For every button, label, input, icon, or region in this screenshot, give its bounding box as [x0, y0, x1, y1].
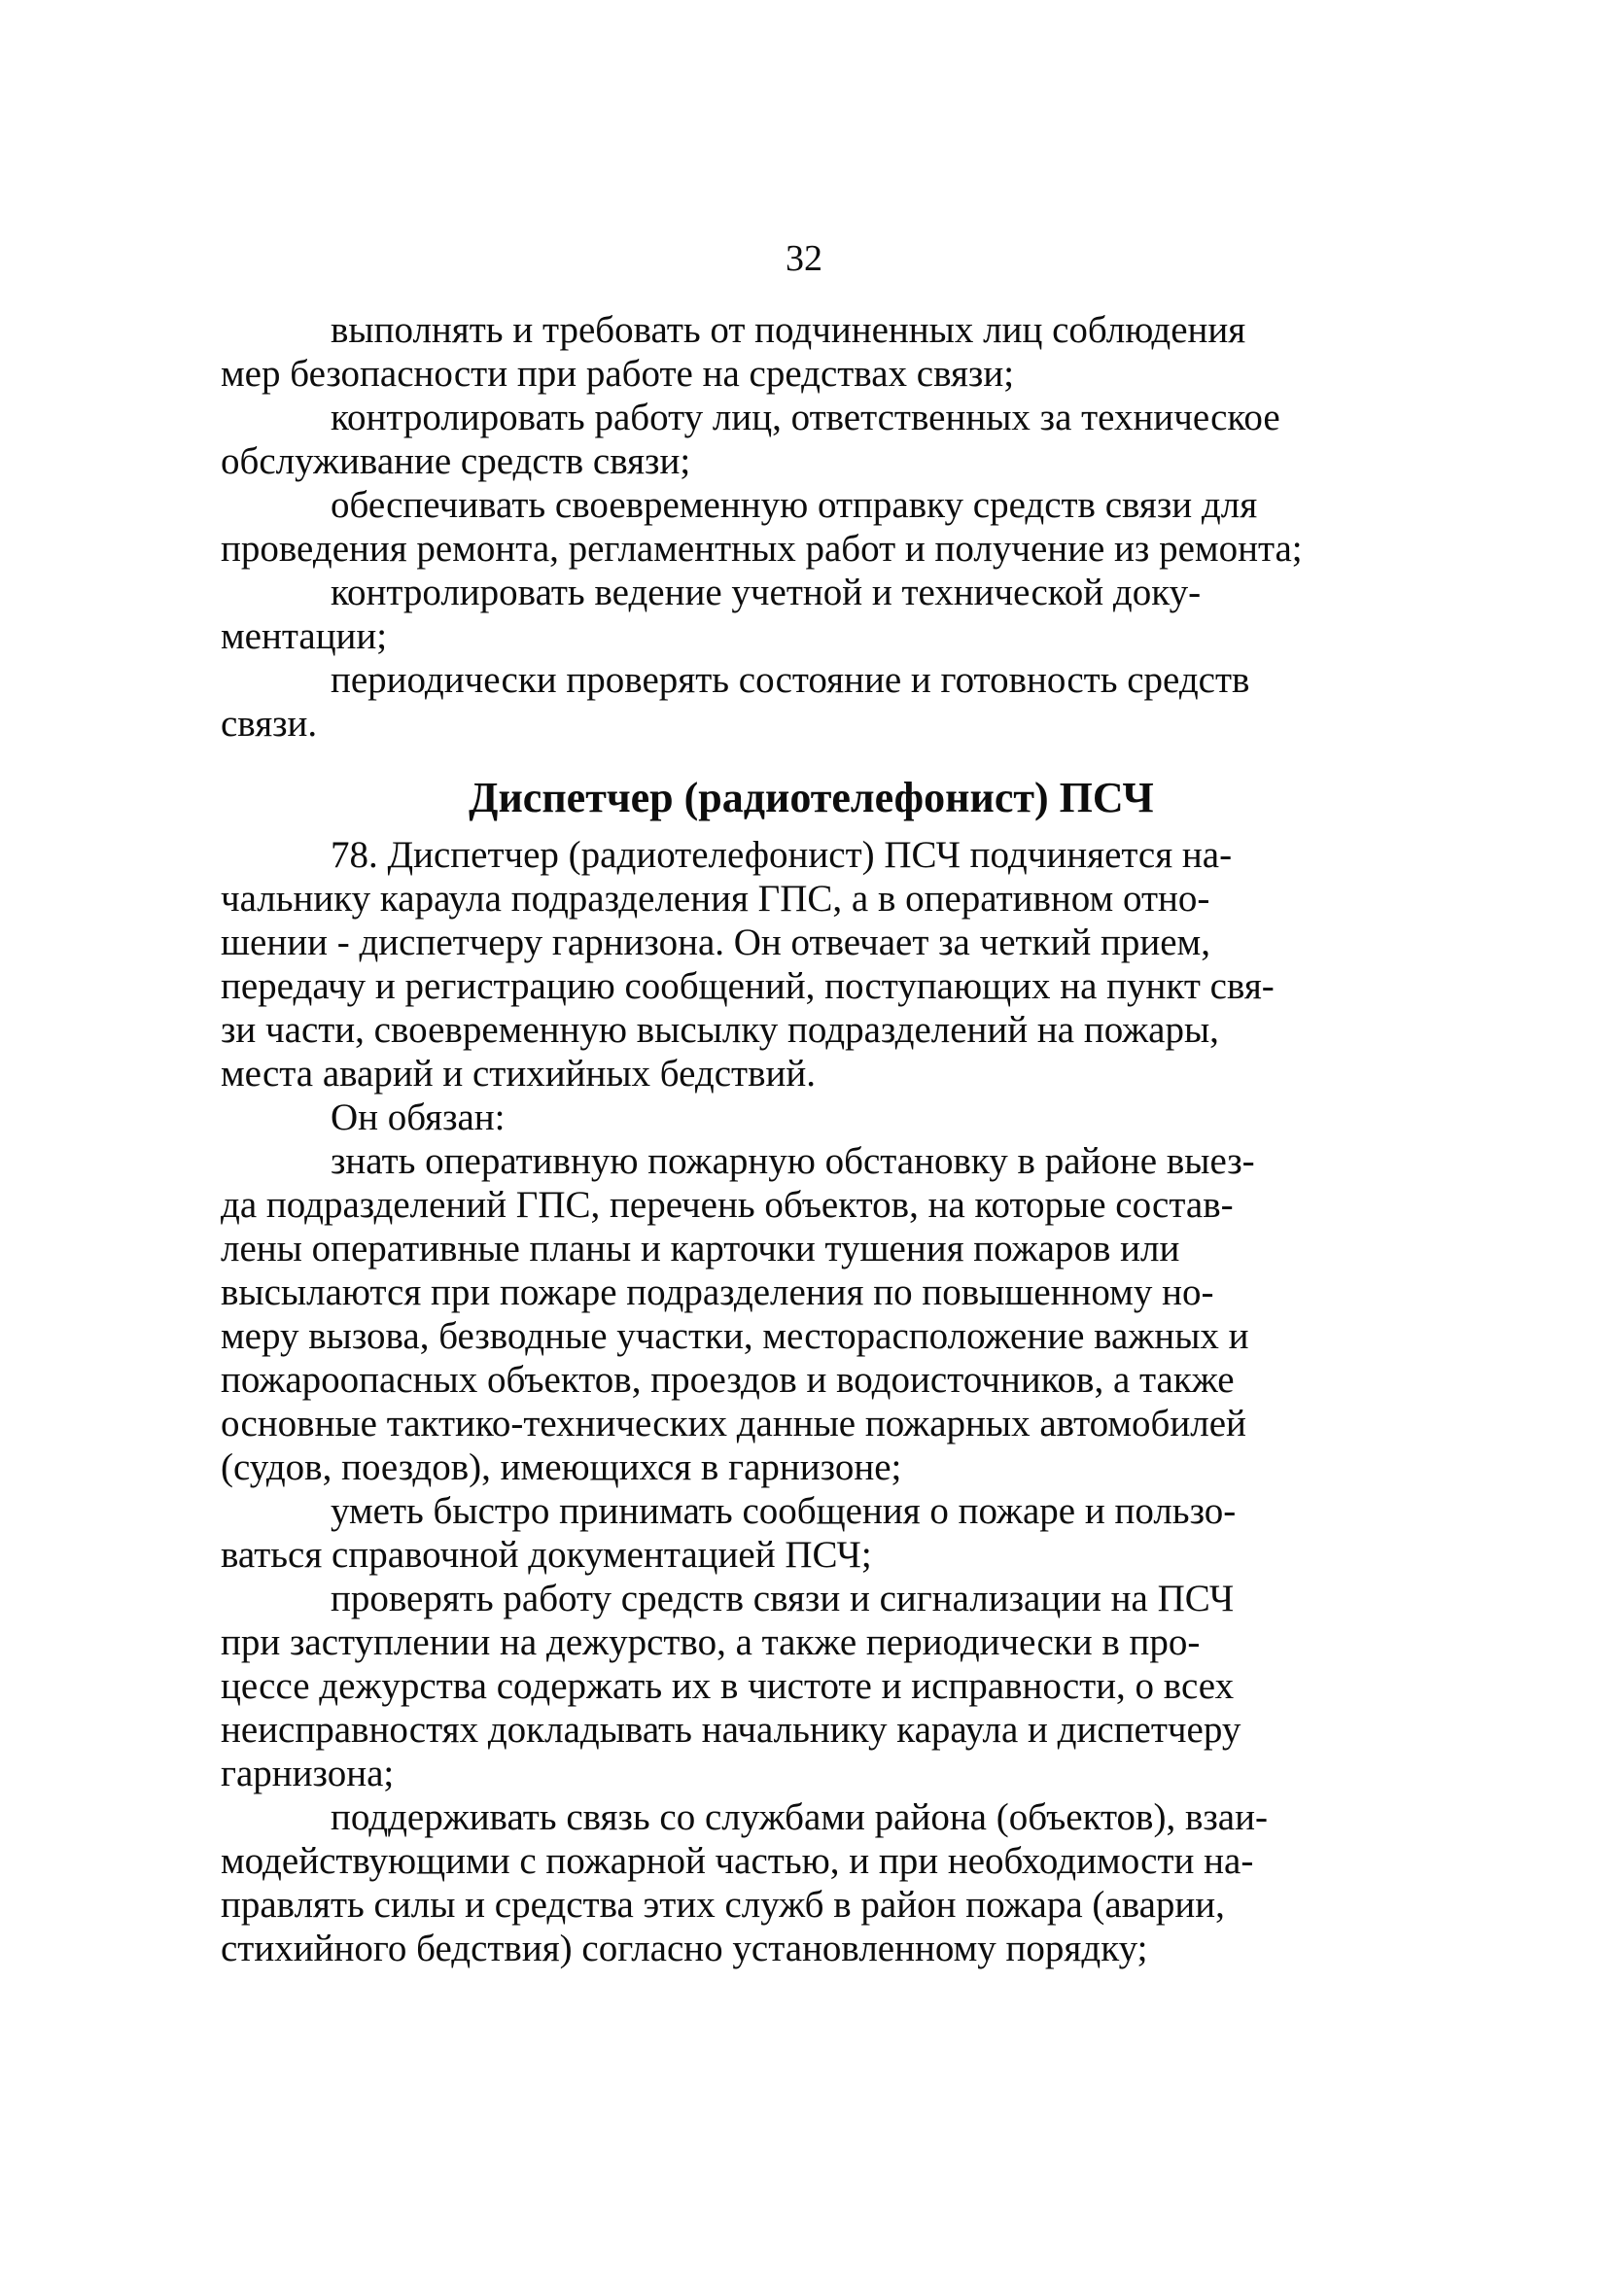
text-line: основные тактико-технических данные пожарных автомобилей	[221, 1403, 1246, 1444]
text-line: связи.	[221, 703, 318, 745]
text-line: цессе дежурства содержать их в чистоте и исправности, о всех	[221, 1665, 1235, 1707]
text-line: 78. Диспетчер (радиотелефонист) ПСЧ подчиняется на-	[331, 834, 1233, 876]
text-line: правлять силы и средства этих служб в район пожара (аварии,	[221, 1884, 1225, 1926]
text-line: Он обязан:	[331, 1096, 506, 1138]
text-line: ваться справочной документацией ПСЧ;	[221, 1534, 872, 1576]
text-line: обслуживание средств связи;	[221, 440, 691, 482]
text-line: меру вызова, безводные участки, месторасположение важных и	[221, 1315, 1249, 1357]
text-line: неисправностях докладывать начальнику караула и диспетчеру	[221, 1709, 1241, 1751]
text-line: проверять работу средств связи и сигнализации на ПСЧ	[331, 1578, 1235, 1619]
text-line: высылаются при пожаре подразделения по повышенному но-	[221, 1271, 1214, 1313]
text-line: пожароопасных объектов, проездов и водоисточников, а также	[221, 1359, 1235, 1401]
text-line: при заступлении на дежурство, а также периодически в про-	[221, 1621, 1201, 1663]
text-line: контролировать ведение учетной и технической доку-	[331, 572, 1202, 613]
text-line: проведения ремонта, регламентных работ и получение из ремонта;	[221, 528, 1303, 570]
text-line: уметь быстро принимать сообщения о пожаре и пользо-	[331, 1490, 1237, 1532]
text-line: модействующими с пожарной частью, и при необходимости на-	[221, 1840, 1254, 1882]
text-line: шении - диспетчеру гарнизона. Он отвечает за четкий прием,	[221, 922, 1210, 963]
text-line: гарнизона;	[221, 1753, 395, 1794]
dispatcher-section-body	[221, 833, 1402, 1970]
text-line: передачу и регистрацию сообщений, поступающих на пункт свя-	[221, 965, 1275, 1007]
duties-list-continued	[221, 308, 1402, 746]
text-line: выполнять и требовать от подчиненных лиц соблюдения	[331, 309, 1246, 351]
text-line: периодически проверять состояние и готовность средств	[331, 659, 1250, 701]
text-line: чальнику караула подразделения ГПС, а в оперативном отно-	[221, 878, 1210, 920]
page-number: 32	[786, 238, 822, 279]
text-line: стихийного бедствия) согласно установленному порядку;	[221, 1928, 1148, 1969]
text-line: контролировать работу лиц, ответственных за техническое	[331, 397, 1280, 438]
text-line: зи части, своевременную высылку подразделений на пожары,	[221, 1009, 1219, 1051]
section-heading: Диспетчер (радиотелефонист) ПСЧ	[469, 774, 1154, 821]
text-line: (судов, поездов), имеющихся в гарнизоне;	[221, 1446, 902, 1488]
text-line: ментации;	[221, 615, 388, 657]
text-line: лены оперативные планы и карточки тушения пожаров или	[221, 1228, 1180, 1270]
text-line: да подразделений ГПС, перечень объектов, на которые состав-	[221, 1184, 1234, 1226]
text-line: места аварий и стихийных бедствий.	[221, 1053, 817, 1095]
text-line: мер безопасности при работе на средствах связи;	[221, 353, 1015, 395]
text-line: обеспечивать своевременную отправку средств связи для	[331, 484, 1258, 526]
text-line: поддерживать связь со службами района (объектов), взаи-	[331, 1796, 1268, 1838]
text-line: знать оперативную пожарную обстановку в районе выез-	[331, 1140, 1255, 1182]
